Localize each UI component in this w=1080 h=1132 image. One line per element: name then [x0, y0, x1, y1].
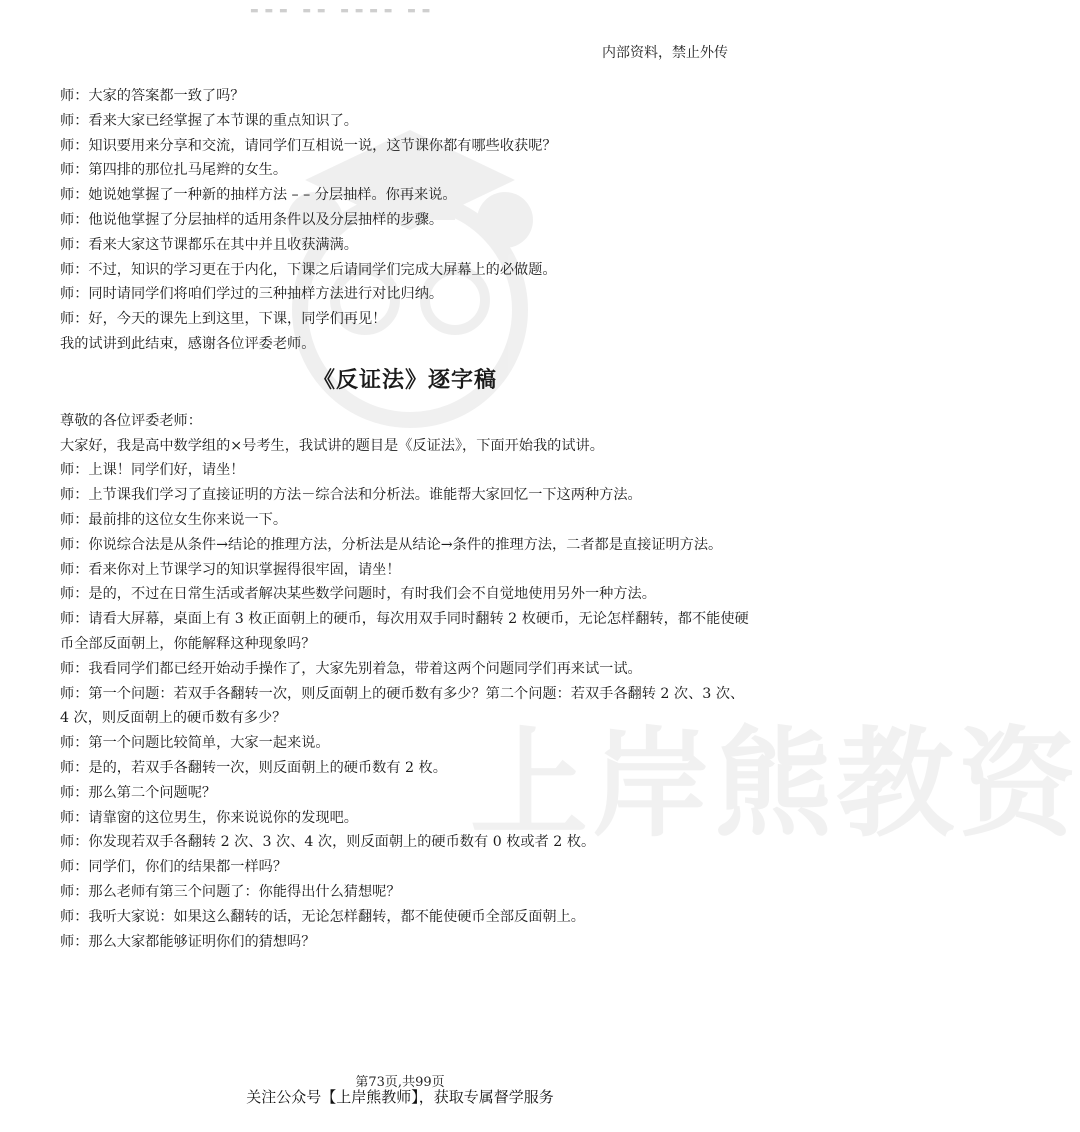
- text-line: 师：那么第二个问题呢？: [60, 784, 217, 801]
- text-line: 尊敬的各位评委老师：: [60, 412, 202, 429]
- text-line: 师：是的，若双手各翻转一次，则反面朝上的硬币数有 2 枚。: [60, 759, 447, 776]
- text-line: 师：最前排的这位女生你来说一下。: [60, 511, 288, 528]
- text-line: 师：上节课我们学习了直接证明的方法－综合法和分析法。谁能帮大家回忆一下这两种方法。: [60, 487, 642, 504]
- text-line: 师：上课！同学们好，请坐！: [60, 462, 245, 479]
- text-line: 师：同学们，你们的结果都一样吗？: [60, 859, 288, 876]
- text-line: 师：请看大屏幕，桌面上有 3 枚正面朝上的硬币，每次用双手同时翻转 2 枚硬币，无论怎样翻转，都不能使硬币全部反面朝上，你能解释这种现象吗？: [60, 611, 749, 652]
- section-title: 《反证法》逐字稿: [312, 367, 497, 393]
- text-line: 师：请靠窗的这位男生，你来说说你的发现吧。: [60, 809, 358, 826]
- text-line: 师：我看同学们都已经开始动手操作了，大家先别着急，带着这两个问题同学们再来试一试。: [60, 660, 642, 677]
- confidential-note: 内部资料，禁止外传: [602, 45, 728, 61]
- text-line: 师：看来大家已经掌握了本节课的重点知识了。: [60, 112, 358, 129]
- text-line: 师：她说她掌握了一种新的抽样方法 – – 分层抽样。你再来说。: [60, 187, 457, 204]
- text-line: 师：我听大家说：如果这么翻转的话，无论怎样翻转，都不能使硬币全部反面朝上。: [60, 908, 585, 925]
- text-line: 师：那么老师有第三个问题了：你能得出什么猜想呢？: [60, 883, 401, 900]
- footer-promo: 关注公众号【上岸熊教师】，获取专属督学服务: [246, 1088, 554, 1106]
- brand-watermark: 上岸熊教资: [470, 715, 1080, 853]
- text-line: 师：大家的答案都一致了吗？: [60, 88, 245, 104]
- text-line: 师：第四排的那位扎马尾辫的女生。: [60, 162, 288, 179]
- text-line: 师：知识要用来分享和交流，请同学们互相说一说，这节课你都有哪些收获呢？: [60, 137, 557, 154]
- text-line: 师：那么大家都能够证明你们的猜想吗？: [60, 933, 316, 950]
- text-line: 师：不过，知识的学习更在于内化，下课之后请同学们完成大屏幕上的必做题。: [60, 261, 557, 278]
- text-line: 师：你发现若双手各翻转 2 次、3 次、4 次，则反面朝上的硬币数有 0 枚或者 2 枚。: [60, 834, 596, 851]
- document-body: [60, 84, 750, 954]
- text-line: 师：第一个问题：若双手各翻转一次，则反面朝上的硬币数有多少？第二个问题：若双手各翻转 2 次、3 次、4 次，则反面朝上的硬币数有多少？: [60, 685, 745, 727]
- text-line: 师：你说综合法是从条件→结论的推理方法，分析法是从结论→条件的推理方法，二者都是直接证明方法。: [60, 536, 723, 553]
- text-line: 师：第一个问题比较简单，大家一起来说。: [60, 735, 330, 752]
- text-line: 师：他说他掌握了分层抽样的适用条件以及分层抽样的步骤。: [60, 211, 444, 228]
- text-line: 师：是的，不过在日常生活或者解决某些数学问题时，有时我们会不自觉地使用另外一种方法。: [60, 586, 656, 603]
- text-line: 大家好，我是高中数学组的×号考生，我试讲的题目是《反证法》，下面开始我的试讲。: [60, 437, 604, 454]
- text-line: 师：看来大家这节课都乐在其中并且收获满满。: [60, 236, 358, 253]
- text-line: 我的试讲到此结束，感谢各位评委老师。: [60, 335, 316, 352]
- text-line: 师：看来你对上节课学习的知识掌握得很牢固，请坐！: [60, 561, 401, 578]
- transcript: [60, 409, 750, 955]
- previous-lesson-ending: [60, 84, 750, 357]
- text-line: 师：好，今天的课先上到这里，下课，同学们再见！: [60, 311, 387, 328]
- faded-top-header: ▬▬▬ ▬▬ ▬▬▬▬ ▬▬: [250, 6, 437, 16]
- page-number: 第73页,共99页: [355, 1075, 445, 1090]
- text-line: 师：同时请同学们将咱们学过的三种抽样方法进行对比归纳。: [60, 286, 444, 303]
